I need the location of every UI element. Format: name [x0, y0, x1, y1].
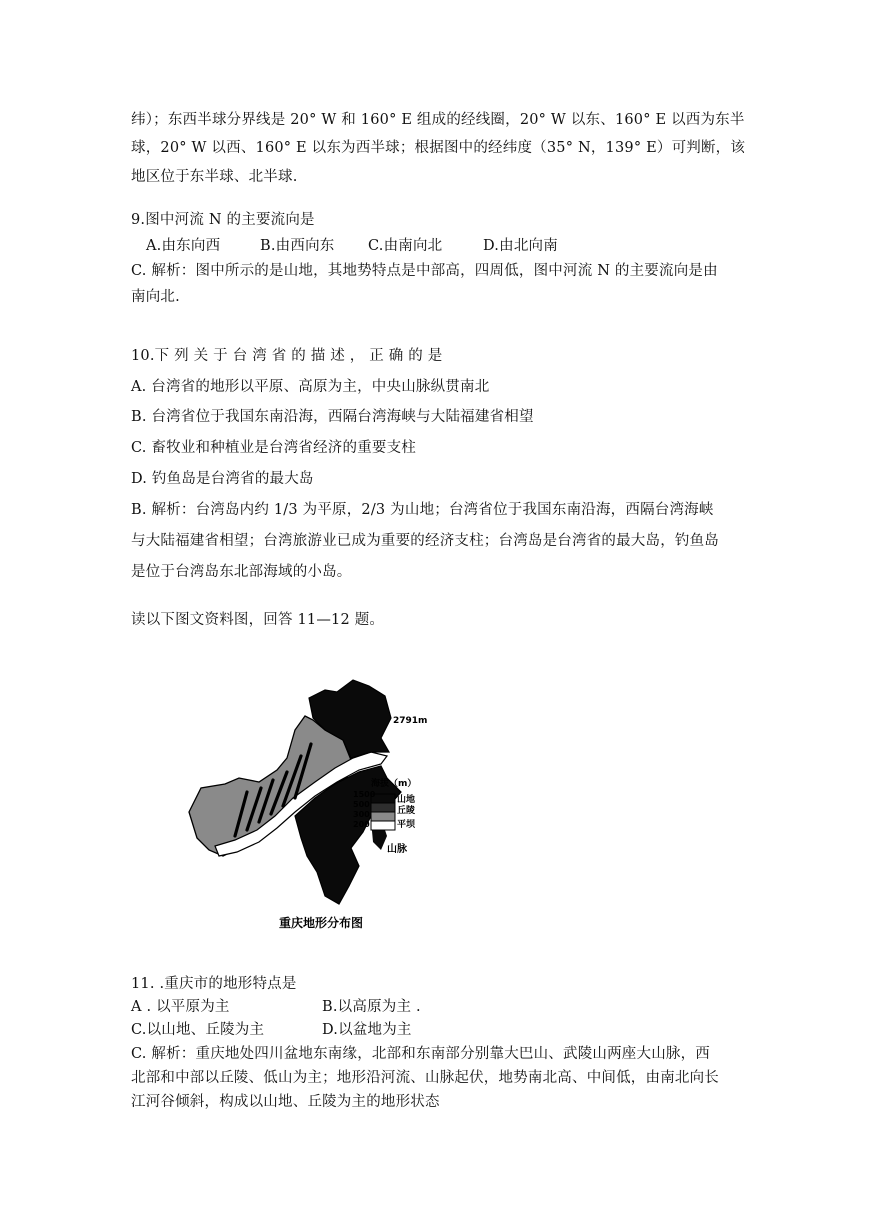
q9-answer-line-2: 南向北.: [131, 289, 180, 305]
q10-answer-line-1: B. 解析：台湾岛内约 1/3 为平原，2/3 为山地；台湾省位于我国东南沿海，西隔台湾海峡: [131, 502, 714, 518]
legend-title: 海拔（m）: [371, 779, 417, 789]
legend-terrain-mountain: 山地: [397, 795, 416, 805]
q10-answer-line-3: 是位于台湾岛东北部海域的小岛。: [131, 564, 352, 580]
chongqing-terrain-map: [175, 660, 447, 940]
legend-value-500: 500: [353, 800, 370, 809]
q10-stem: 10.下 列 关 于 台 湾 省 的 描 述 ， 正 确 的 是: [131, 348, 443, 364]
q11-option-a: A . 以平原为主: [131, 999, 230, 1015]
intro-line-2: 球，20° W 以西、160° E 以东为西半球；根据图中的经纬度（35° N，139° E）可判断，该: [131, 140, 746, 156]
peak-elevation-label: 2791m: [393, 716, 428, 726]
reading-prompt: 读以下图文资料图，回答 11—12 题。: [131, 612, 385, 628]
q9-option-b: B.由西向东: [260, 238, 335, 254]
q10-answer-line-2: 与大陆福建省相望；台湾旅游业已成为重要的经济支柱；台湾岛是台湾省的最大岛，钓鱼岛: [131, 533, 719, 549]
legend-value-300: 300: [353, 810, 370, 819]
q10-option-d: D. 钓鱼岛是台湾省的最大岛: [131, 471, 314, 487]
q11-option-d: D.以盆地为主: [322, 1022, 412, 1038]
intro-line-1: 纬）；东西半球分界线是 20° W 和 160° E 组成的经线圈，20° W 以东、160° E 以西为东半: [131, 112, 745, 128]
q11-option-c: C.以山地、丘陵为主: [131, 1022, 265, 1038]
q11-option-b: B.以高原为主 .: [322, 999, 421, 1015]
legend-value-1500: 1500: [353, 790, 376, 799]
map-caption: 重庆地形分布图: [279, 916, 364, 930]
intro-line-3: 地区位于东半球、北半球.: [131, 169, 298, 185]
q10-option-b: B. 台湾省位于我国东南沿海，西隔台湾海峡与大陆福建省相望: [131, 409, 534, 425]
legend-plain-swatch: [371, 821, 395, 830]
range-label: 山脉: [387, 844, 407, 855]
q11-stem: 11. .重庆市的地形特点是: [131, 976, 297, 992]
q11-answer-line-1: C. 解析：重庆地处四川盆地东南缘，北部和东南部分别靠大巴山、武陵山两座大山脉，西: [131, 1046, 710, 1062]
legend-hill-swatch-1: [371, 803, 395, 812]
legend-terrain-hill: 丘陵: [397, 806, 416, 816]
q9-option-c: C.由南向北: [368, 238, 443, 254]
q9-options: [146, 234, 558, 255]
q9-option-d: D.由北向南: [483, 238, 558, 254]
legend-hill-swatch-2: [371, 812, 395, 821]
q11-answer-line-2: 北部和中部以丘陵、低山为主；地形沿河流、山脉起伏，地势南北高、中间低，由南北向长: [131, 1070, 719, 1086]
legend-terrain-plain: 平坝: [397, 820, 416, 830]
q9-option-a: A.由东向西: [146, 238, 221, 254]
q10-option-c: C. 畜牧业和种植业是台湾省经济的重要支柱: [131, 440, 416, 456]
q11-answer-line-3: 江河谷倾斜，构成以山地、丘陵为主的地形状态: [131, 1094, 440, 1110]
q9-stem: 9.图中河流 N 的主要流向是: [131, 212, 315, 228]
legend-value-200: 200: [353, 820, 370, 829]
q10-option-a: A. 台湾省的地形以平原、高原为主，中央山脉纵贯南北: [131, 379, 490, 395]
q9-answer-line-1: C. 解析：图中所示的是山地，其地势特点是中部高，四周低，图中河流 N 的主要流向是由: [131, 263, 718, 279]
